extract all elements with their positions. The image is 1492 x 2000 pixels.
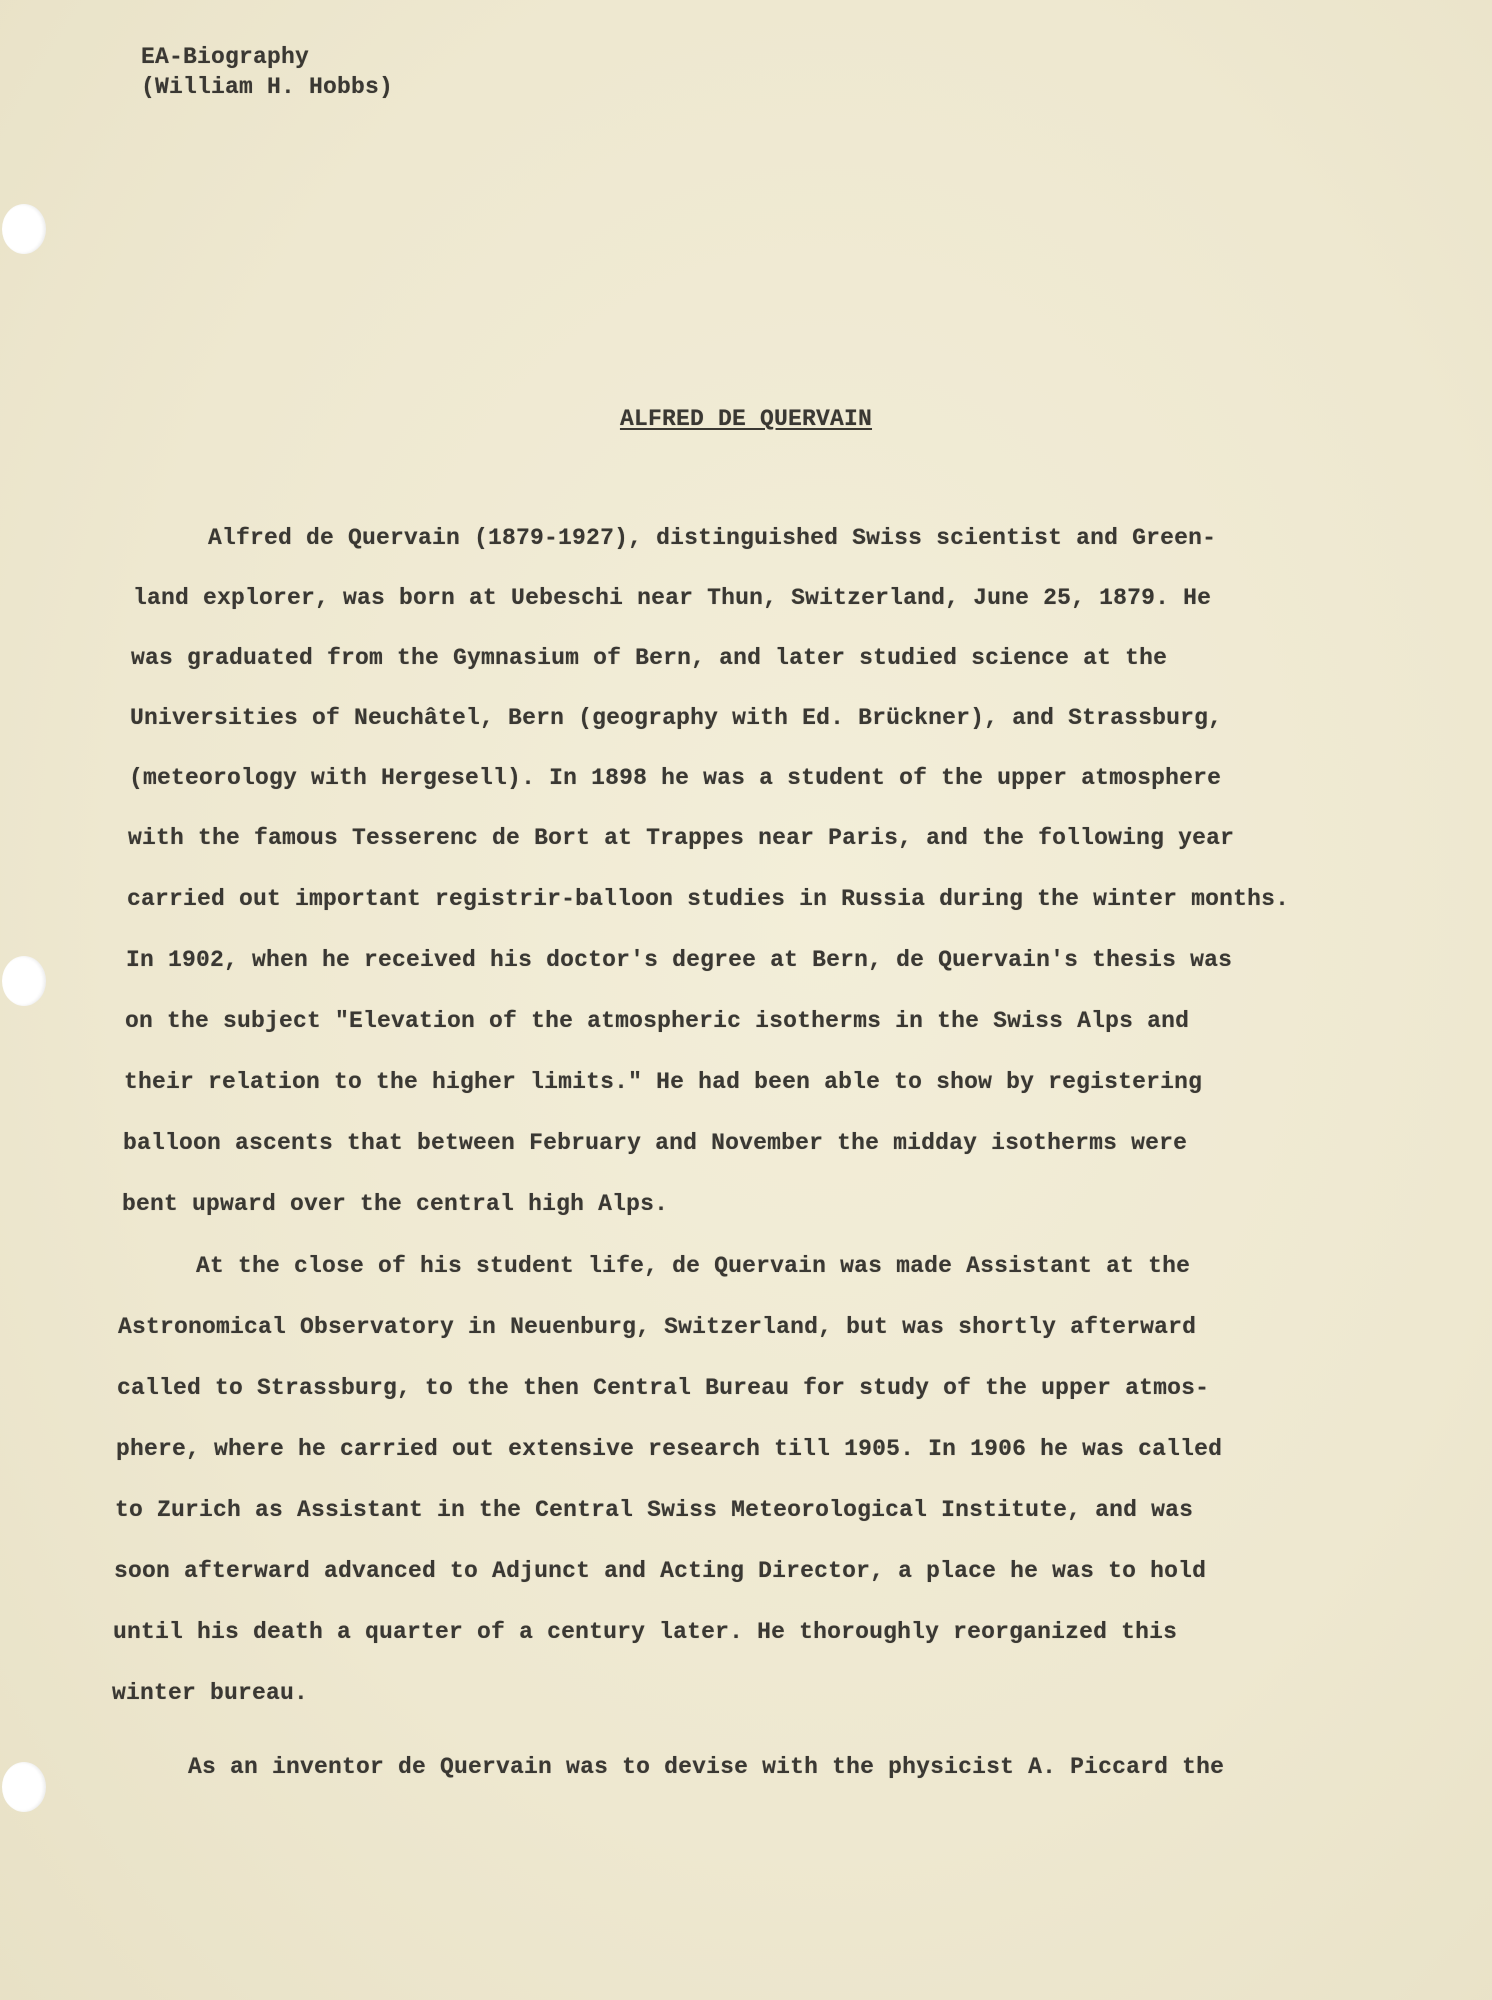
- text-line: with the famous Tesserenc de Bort at Trappes near Paris, and the following year: [128, 825, 1235, 851]
- text-line: At the close of his student life, de Quervain was made Assistant at the: [196, 1253, 1191, 1279]
- text-line: balloon ascents that between February and November the midday isotherms were: [123, 1130, 1188, 1156]
- text-line: on the subject "Elevation of the atmospheric isotherms in the Swiss Alps and: [125, 1008, 1190, 1034]
- text-line: bent upward over the central high Alps.: [122, 1191, 669, 1217]
- text-line: called to Strassburg, to the then Central Bureau for study of the upper atmos-: [117, 1375, 1210, 1401]
- text-line: phere, where he carried out extensive research till 1905. In 1906 he was called: [116, 1436, 1223, 1462]
- text-line: Universities of Neuchâtel, Bern (geography with Ed. Brückner), and Strassburg,: [130, 705, 1223, 731]
- text-line: Astronomical Observatory in Neuenburg, Switzerland, but was shortly afterward: [118, 1314, 1197, 1340]
- text-line: (meteorology with Hergesell). In 1898 he was a student of the upper atmosphere: [129, 765, 1222, 791]
- text-line: In 1902, when he received his doctor's degree at Bern, de Quervain's thesis was: [126, 947, 1233, 973]
- text-line: land explorer, was born at Uebeschi near Thun, Switzerland, June 25, 1879. He: [133, 585, 1212, 611]
- punch-hole: [2, 956, 46, 1006]
- text-line: was graduated from the Gymnasium of Bern, and later studied science at the: [131, 645, 1168, 671]
- punch-hole: [2, 204, 46, 254]
- text-line: As an inventor de Quervain was to devise with the physicist A. Piccard the: [188, 1754, 1225, 1780]
- header-category: EA-Biography: [141, 44, 310, 70]
- text-line: winter bureau.: [112, 1680, 309, 1706]
- document-title: ALFRED DE QUERVAIN: [619, 406, 873, 432]
- text-line: Alfred de Quervain (1879-1927), distinguished Swiss scientist and Green-: [208, 525, 1217, 551]
- text-line: soon afterward advanced to Adjunct and Acting Director, a place he was to hold: [114, 1558, 1207, 1584]
- punch-hole: [2, 1762, 46, 1812]
- header-author: (William H. Hobbs): [141, 74, 394, 100]
- text-line: their relation to the higher limits." He had been able to show by registering: [124, 1069, 1203, 1095]
- text-line: until his death a quarter of a century later. He thoroughly reorganized this: [113, 1619, 1178, 1645]
- text-line: carried out important registrir-balloon studies in Russia during the winter months.: [127, 886, 1290, 912]
- text-line: to Zurich as Assistant in the Central Swiss Meteorological Institute, and was: [115, 1497, 1194, 1523]
